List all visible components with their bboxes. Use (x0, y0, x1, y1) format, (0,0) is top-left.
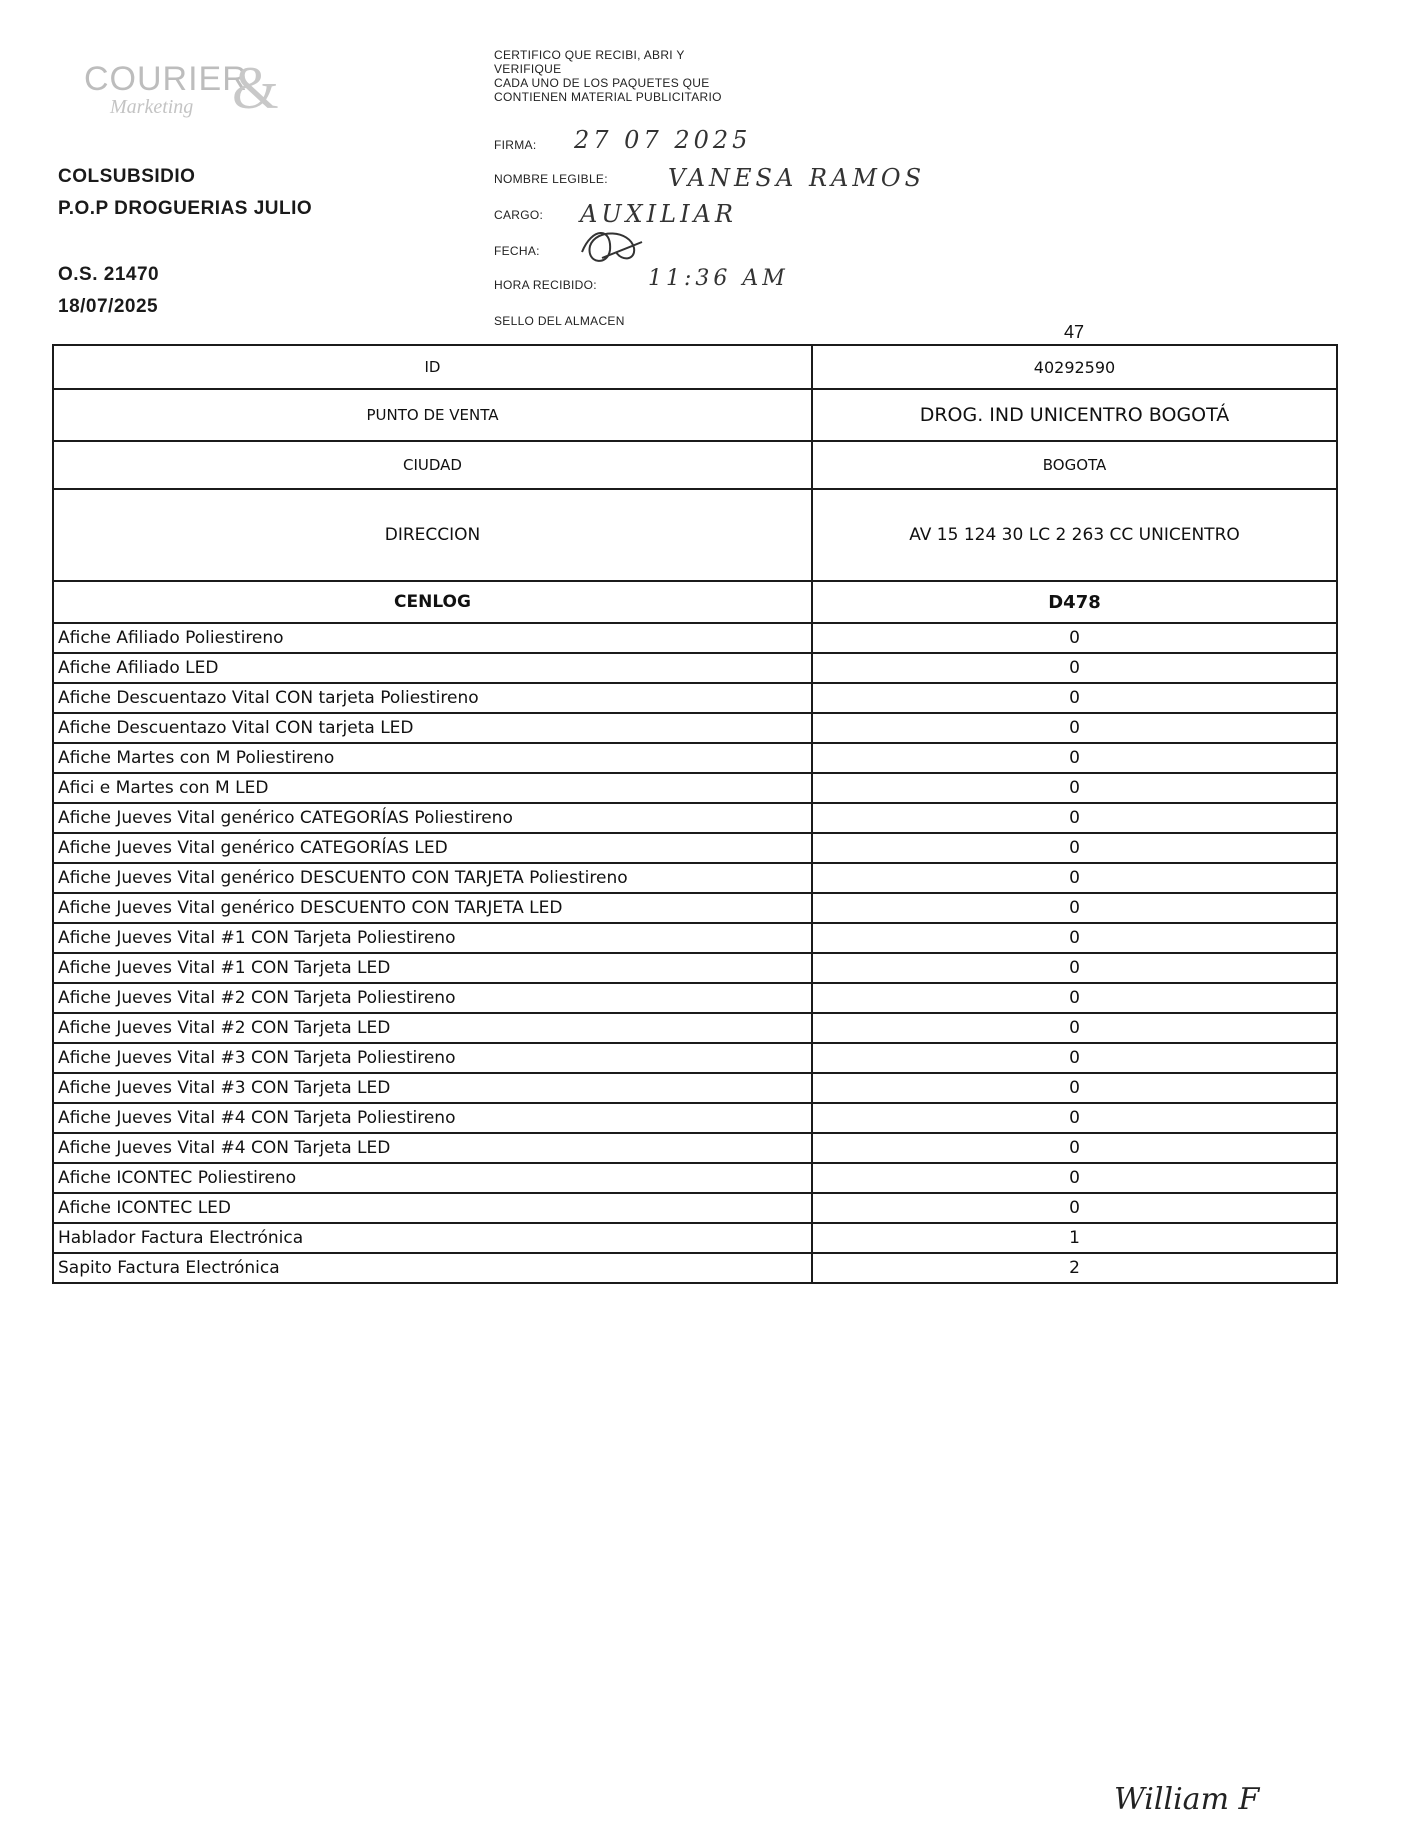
item-qty: 0 (812, 1073, 1337, 1103)
firma-label: FIRMA: (494, 138, 537, 152)
item-name: Hablador Factura Electrónica (53, 1223, 812, 1253)
item-name: Afiche Afiliado LED (53, 653, 812, 683)
row-value: BOGOTA (812, 441, 1337, 489)
table-row (53, 923, 1337, 953)
client-name: COLSUBSIDIO (58, 166, 196, 187)
cert-line: VERIFIQUE (494, 62, 562, 76)
signature-scribble-icon (572, 222, 652, 270)
table-row (53, 1103, 1337, 1133)
table-row (53, 983, 1337, 1013)
table-row (53, 743, 1337, 773)
row-value: 40292590 (812, 345, 1337, 389)
row-label: DIRECCION (53, 489, 812, 581)
campaign-name: P.O.P DROGUERIAS JULIO (58, 198, 313, 219)
fecha-label: FECHA: (494, 244, 540, 258)
order-number: O.S. 21470 (58, 264, 160, 285)
item-qty: 0 (812, 953, 1337, 983)
row-value: D478 (812, 581, 1337, 623)
hora-label: HORA RECIBIDO: (494, 278, 597, 292)
table-row (53, 1163, 1337, 1193)
item-qty: 0 (812, 893, 1337, 923)
item-name: Afiche Afiliado Poliestireno (53, 623, 812, 653)
row-label: ID (53, 345, 812, 389)
page-number: 47 (1064, 322, 1085, 342)
item-qty: 0 (812, 1193, 1337, 1223)
table-row (53, 653, 1337, 683)
item-name: Afici e Martes con M LED (53, 773, 812, 803)
table-row (53, 713, 1337, 743)
item-qty: 0 (812, 1163, 1337, 1193)
table-row (53, 1043, 1337, 1073)
item-qty: 0 (812, 743, 1337, 773)
item-qty: 0 (812, 863, 1337, 893)
row-label: CENLOG (53, 581, 812, 623)
footer-signature: William F (1114, 1782, 1260, 1817)
item-qty: 0 (812, 683, 1337, 713)
cargo-handwritten-value: AUXILIAR (580, 200, 737, 228)
item-name: Afiche ICONTEC LED (53, 1193, 812, 1223)
cert-line: CADA UNO DE LOS PAQUETES QUE (494, 76, 710, 90)
item-name: Afiche Jueves Vital #2 CON Tarjeta Poliestireno (53, 983, 812, 1013)
item-name: Afiche Descuentazo Vital CON tarjeta Poliestireno (53, 683, 812, 713)
item-qty: 0 (812, 773, 1337, 803)
table-row (53, 345, 1337, 389)
logo-main-text: COURIER (84, 60, 248, 98)
table-row (53, 773, 1337, 803)
item-name: Afiche Jueves Vital #3 CON Tarjeta Poliestireno (53, 1043, 812, 1073)
item-qty: 2 (812, 1253, 1337, 1283)
cert-line: CONTIENEN MATERIAL PUBLICITARIO (494, 90, 722, 104)
item-qty: 0 (812, 923, 1337, 953)
table-row (53, 1253, 1337, 1283)
table-row (53, 581, 1337, 623)
company-logo (84, 55, 279, 126)
table-row (53, 489, 1337, 581)
item-qty: 0 (812, 803, 1337, 833)
item-name: Afiche Jueves Vital #1 CON Tarjeta Poliestireno (53, 923, 812, 953)
cargo-label: CARGO: (494, 208, 544, 222)
item-name: Afiche Descuentazo Vital CON tarjeta LED (53, 713, 812, 743)
logo-sub-text: Marketing (110, 96, 194, 118)
logo-ampersand: & (232, 55, 279, 121)
table-row (53, 803, 1337, 833)
cert-line: CERTIFICO QUE RECIBI, ABRI Y (494, 48, 685, 62)
nombre-label: NOMBRE LEGIBLE: (494, 172, 608, 186)
nombre-handwritten-value: VANESA RAMOS (668, 164, 926, 192)
item-qty: 0 (812, 1103, 1337, 1133)
table-row (53, 1223, 1337, 1253)
table-row (53, 863, 1337, 893)
item-qty: 0 (812, 833, 1337, 863)
item-qty: 0 (812, 983, 1337, 1013)
certification-text (494, 48, 824, 104)
table-row (53, 953, 1337, 983)
table-row (53, 1013, 1337, 1043)
item-name: Afiche Jueves Vital genérico CATEGORÍAS Poliestireno (53, 803, 812, 833)
item-qty: 0 (812, 653, 1337, 683)
item-name: Afiche Jueves Vital #4 CON Tarjeta LED (53, 1133, 812, 1163)
row-value: DROG. IND UNICENTRO BOGOTÁ (812, 389, 1337, 441)
item-name: Afiche Jueves Vital #1 CON Tarjeta LED (53, 953, 812, 983)
table-row (53, 1073, 1337, 1103)
item-name: Afiche ICONTEC Poliestireno (53, 1163, 812, 1193)
item-name: Afiche Martes con M Poliestireno (53, 743, 812, 773)
item-qty: 0 (812, 1013, 1337, 1043)
item-name: Afiche Jueves Vital genérico DESCUENTO CON TARJETA LED (53, 893, 812, 923)
sello-label: SELLO DEL ALMACEN (494, 314, 625, 328)
item-qty: 0 (812, 623, 1337, 653)
table-row (53, 1133, 1337, 1163)
firma-handwritten-value: 27 07 2025 (574, 126, 752, 154)
table-row (53, 389, 1337, 441)
row-label: PUNTO DE VENTA (53, 389, 812, 441)
item-name: Afiche Jueves Vital genérico DESCUENTO CON TARJETA Poliestireno (53, 863, 812, 893)
item-name: Afiche Jueves Vital genérico CATEGORÍAS LED (53, 833, 812, 863)
item-name: Afiche Jueves Vital #3 CON Tarjeta LED (53, 1073, 812, 1103)
table-row (53, 441, 1337, 489)
row-value: AV 15 124 30 LC 2 263 CC UNICENTRO (812, 489, 1337, 581)
item-qty: 1 (812, 1223, 1337, 1253)
table-row (53, 623, 1337, 653)
delivery-table (52, 344, 1338, 1284)
item-name: Afiche Jueves Vital #4 CON Tarjeta Poliestireno (53, 1103, 812, 1133)
table-row (53, 683, 1337, 713)
table-row (53, 893, 1337, 923)
item-qty: 0 (812, 713, 1337, 743)
item-name: Afiche Jueves Vital #2 CON Tarjeta LED (53, 1013, 812, 1043)
hora-handwritten-value: 11:36 AM (648, 266, 789, 291)
table-row (53, 1193, 1337, 1223)
row-label: CIUDAD (53, 441, 812, 489)
table-row (53, 833, 1337, 863)
item-qty: 0 (812, 1133, 1337, 1163)
order-date: 18/07/2025 (58, 296, 159, 317)
item-name: Sapito Factura Electrónica (53, 1253, 812, 1283)
item-qty: 0 (812, 1043, 1337, 1073)
